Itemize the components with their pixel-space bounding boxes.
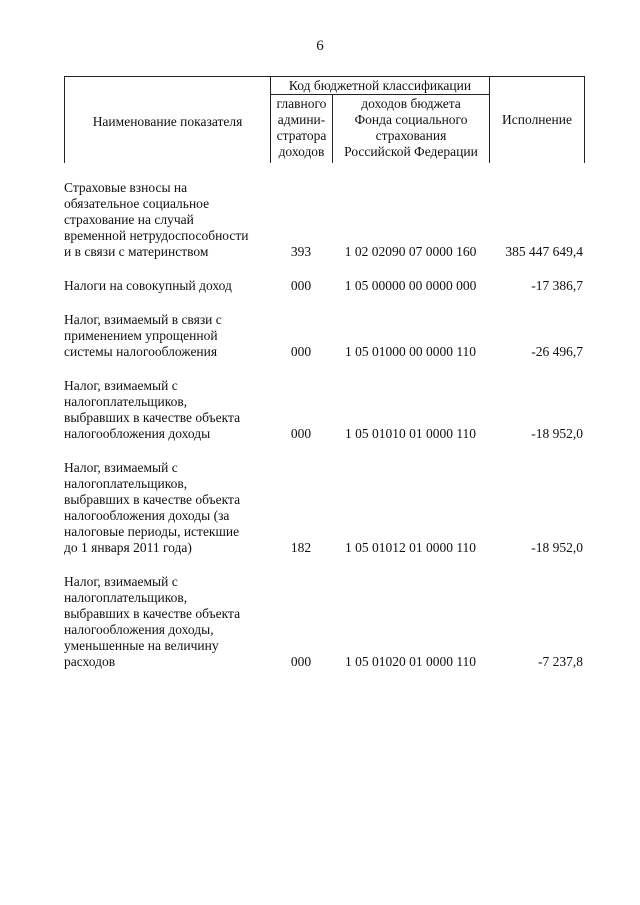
header-fund-line: Фонда социального bbox=[354, 112, 468, 127]
budget-classification-code: 1 05 01010 01 0000 110 bbox=[344, 426, 477, 441]
table-row bbox=[64, 180, 585, 260]
indicator-name-line: налогообложения доходы, bbox=[64, 622, 214, 637]
indicator-name-line: налогоплательщиков, bbox=[64, 394, 188, 409]
header-fund-revenues bbox=[333, 95, 490, 163]
header-admin-line: доходов bbox=[278, 144, 325, 159]
execution-amount: -17 386,7 bbox=[531, 278, 583, 293]
indicator-name-line: системы налогообложения bbox=[64, 344, 218, 359]
budget-classification-code: 1 05 01020 01 0000 110 bbox=[344, 654, 477, 669]
administrator-code: 000 bbox=[290, 654, 312, 669]
table-row bbox=[64, 312, 585, 360]
indicator-name-line: выбравших в качестве объекта bbox=[64, 606, 241, 621]
indicator-name-line: выбравших в качестве объекта bbox=[64, 410, 241, 425]
indicator-name-line: Страховые взносы на bbox=[64, 180, 188, 195]
header-fund-line: доходов бюджета bbox=[361, 96, 461, 111]
table-row bbox=[64, 574, 585, 670]
header-admin-line: стратора bbox=[276, 128, 327, 143]
indicator-name bbox=[64, 460, 270, 556]
indicator-name-line: налогообложения доходы (за bbox=[64, 508, 230, 523]
indicator-name-line: Налог, взимаемый с bbox=[64, 574, 178, 589]
indicator-name-line: налогоплательщиков, bbox=[64, 476, 188, 491]
indicator-name-line: налогообложения доходы bbox=[64, 426, 211, 441]
indicator-name-line: и в связи с материнством bbox=[64, 244, 209, 259]
indicator-name-line: налогоплательщиков, bbox=[64, 590, 188, 605]
administrator-code: 393 bbox=[290, 244, 312, 259]
table-row bbox=[64, 378, 585, 442]
administrator-code: 000 bbox=[290, 344, 312, 359]
execution-amount: -7 237,8 bbox=[538, 654, 583, 669]
budget-classification-code: 1 05 01012 01 0000 110 bbox=[344, 540, 477, 555]
header-chief-administrator bbox=[271, 95, 333, 163]
indicator-name-line: Налог, взимаемый в связи с bbox=[64, 312, 222, 327]
table-header bbox=[64, 76, 585, 163]
administrator-code: 000 bbox=[290, 278, 312, 293]
header-fund-line: Российской Федерации bbox=[344, 144, 478, 159]
indicator-name bbox=[64, 574, 270, 670]
header-admin-line: главного bbox=[276, 96, 327, 111]
table-body bbox=[64, 180, 585, 688]
indicator-name-line: временной нетрудоспособности bbox=[64, 228, 249, 243]
indicator-name-line: до 1 января 2011 года) bbox=[64, 540, 192, 555]
indicator-name-line: уменьшенные на величину bbox=[64, 638, 219, 653]
budget-classification-code: 1 05 00000 00 0000 000 bbox=[344, 278, 477, 293]
indicator-name-line: обязательное социальное bbox=[64, 196, 210, 211]
indicator-name bbox=[64, 278, 270, 294]
header-budget-code: Код бюджетной классификации bbox=[271, 77, 490, 95]
indicator-name bbox=[64, 378, 270, 442]
table-row bbox=[64, 278, 585, 294]
indicator-name-line: Налог, взимаемый с bbox=[64, 378, 178, 393]
indicator-name-line: применением упрощенной bbox=[64, 328, 218, 343]
header-fund-line: страхования bbox=[375, 128, 447, 143]
execution-amount: -26 496,7 bbox=[531, 344, 583, 359]
header-indicator-name: Наименование показателя bbox=[65, 77, 271, 163]
header-admin-line: админи- bbox=[277, 112, 326, 127]
indicator-name-line: Налог, взимаемый с bbox=[64, 460, 178, 475]
indicator-name bbox=[64, 180, 270, 260]
indicator-name bbox=[64, 312, 270, 360]
execution-amount: 385 447 649,4 bbox=[505, 244, 583, 259]
administrator-code: 000 bbox=[290, 426, 312, 441]
header-execution: Исполнение bbox=[502, 112, 572, 127]
budget-classification-code: 1 05 01000 00 0000 110 bbox=[344, 344, 477, 359]
indicator-name-line: Налоги на совокупный доход bbox=[64, 278, 232, 293]
execution-amount: -18 952,0 bbox=[531, 540, 583, 555]
administrator-code: 182 bbox=[290, 540, 312, 555]
execution-amount: -18 952,0 bbox=[531, 426, 583, 441]
indicator-name-line: выбравших в качестве объекта bbox=[64, 492, 241, 507]
indicator-name-line: налоговые периоды, истекшие bbox=[64, 524, 240, 539]
table-row bbox=[64, 460, 585, 556]
budget-classification-code: 1 02 02090 07 0000 160 bbox=[344, 244, 477, 259]
indicator-name-line: расходов bbox=[64, 654, 116, 669]
indicator-name-line: страхование на случай bbox=[64, 212, 194, 227]
page-number: 6 bbox=[316, 38, 324, 54]
